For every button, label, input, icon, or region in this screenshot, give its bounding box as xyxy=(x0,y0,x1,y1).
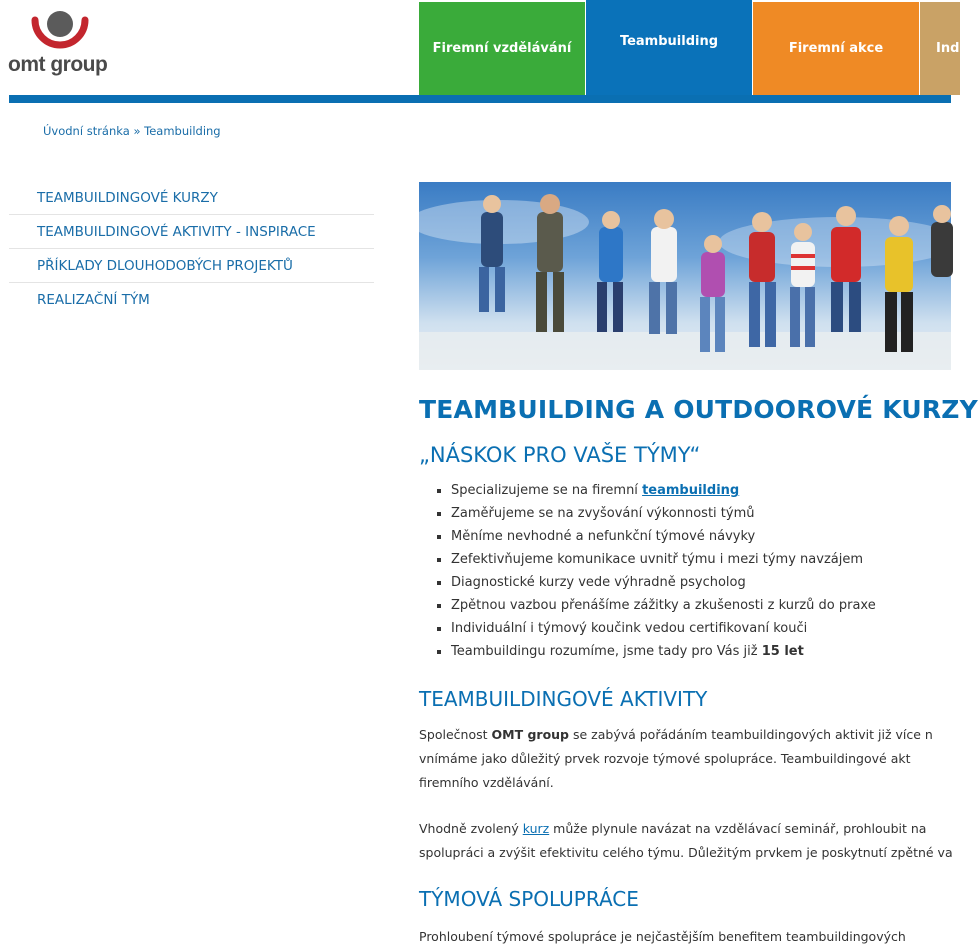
header-divider xyxy=(9,95,951,103)
tab-label: Firemní akce xyxy=(788,41,884,56)
spoluprace-heading: TÝMOVÁ SPOLUPRÁCE xyxy=(419,887,639,911)
tab-label: Ind xyxy=(936,41,960,56)
list-item-text: Specializujeme se na firemní xyxy=(451,483,643,498)
paragraph-text: může plynule navázat na vzdělávací seminář, prohloubit na xyxy=(549,821,927,836)
tab-firemni-akce[interactable] xyxy=(753,2,919,95)
list-item: ▪ Diagnostické kurzy vede výhradně psycholog xyxy=(451,571,959,594)
page-title: TEAMBUILDING A OUTDOOROVÉ KURZY xyxy=(419,395,978,424)
list-item: ▪ Individuální i týmový koučink vedou certifikovaní kouči xyxy=(451,617,959,640)
kurz-link[interactable]: kurz xyxy=(522,821,550,836)
list-item: ▪ Měníme nevhodné a nefunkční týmové návyky xyxy=(451,525,959,548)
figure-2 xyxy=(536,194,564,332)
figure-10 xyxy=(931,205,953,277)
list-item: ▪ Zefektivňujeme komunikace uvnitř týmu i mezi týmy navzájem xyxy=(451,548,959,571)
main-nav xyxy=(419,0,961,95)
paragraph-text: spolupráci a zvýšit efektivitu celého týmu. Důležitým prvkem je poskytnutí zpětné va xyxy=(419,845,953,860)
logo-text: omt group xyxy=(8,53,108,76)
aktivity-paragraph-1 xyxy=(419,723,951,795)
paragraph-text: vnímáme jako důležitý prvek rozvoje týmové spolupráce. Teambuildingové akt xyxy=(419,751,911,766)
tab-firemni-vzdelavani[interactable] xyxy=(419,2,585,95)
list-item-text: Teambuildingu rozumíme, jsme tady pro Vás již xyxy=(451,644,762,659)
sidebar-item-aktivity-inspirace[interactable]: TEAMBUILDINGOVÉ AKTIVITY - INSPIRACE xyxy=(9,215,374,249)
breadcrumb-home-link[interactable]: Úvodní stránka xyxy=(43,124,130,138)
aktivity-paragraph-2 xyxy=(419,817,951,865)
benefits-list xyxy=(451,479,959,663)
list-item xyxy=(451,479,959,502)
main-content xyxy=(419,395,978,949)
list-item: ▪ Zaměřujeme se na zvyšování výkonnosti týmů xyxy=(451,502,959,525)
jumping-people-illustration xyxy=(419,182,951,370)
tab-individualni[interactable] xyxy=(920,2,960,95)
years-highlight: 15 let xyxy=(761,644,804,659)
breadcrumb-separator: » xyxy=(133,124,141,138)
sidebar-item-realizacni-tym[interactable]: REALIZAČNÍ TÝM xyxy=(37,292,150,308)
sidebar-item-kurzy[interactable]: TEAMBUILDINGOVÉ KURZY xyxy=(9,181,374,215)
teambuilding-link[interactable]: teambuilding xyxy=(642,483,740,498)
tab-label: Firemní vzdělávání xyxy=(432,41,572,56)
tab-label: Teambuilding xyxy=(619,34,719,49)
breadcrumb-current: Teambuilding xyxy=(144,124,221,138)
aktivity-heading: TEAMBUILDINGOVÉ AKTIVITY xyxy=(419,687,708,711)
company-name: OMT group xyxy=(491,727,570,742)
breadcrumb xyxy=(43,124,221,138)
paragraph-text: Vhodně zvolený xyxy=(419,821,523,836)
paragraph-text: firemního vzdělávání. xyxy=(419,775,554,790)
sidebar-menu xyxy=(9,181,374,316)
paragraph-text: Společnost xyxy=(419,727,492,742)
figure-4 xyxy=(649,209,677,334)
list-item: ▪ Zpětnou vazbou přenášíme zážitky a zkušenosti z kurzů do praxe xyxy=(451,594,959,617)
paragraph-text: se zabývá pořádáním teambuildingových aktivit již více n xyxy=(569,727,933,742)
slogan-heading: „NÁSKOK PRO VAŠE TÝMY“ xyxy=(419,443,701,467)
spoluprace-paragraph: Prohloubení týmové spolupráce je nejčastějším benefitem teambuildingových xyxy=(419,929,906,944)
figure-3 xyxy=(597,211,623,332)
list-item xyxy=(451,640,959,663)
hero-image-jumping-team xyxy=(419,182,951,370)
sidebar-item-priklady-projektu[interactable]: PŘÍKLADY DLOUHODOBÝCH PROJEKTŮ xyxy=(9,249,374,283)
tab-teambuilding[interactable] xyxy=(586,0,752,95)
logo-mark-icon xyxy=(30,10,90,54)
